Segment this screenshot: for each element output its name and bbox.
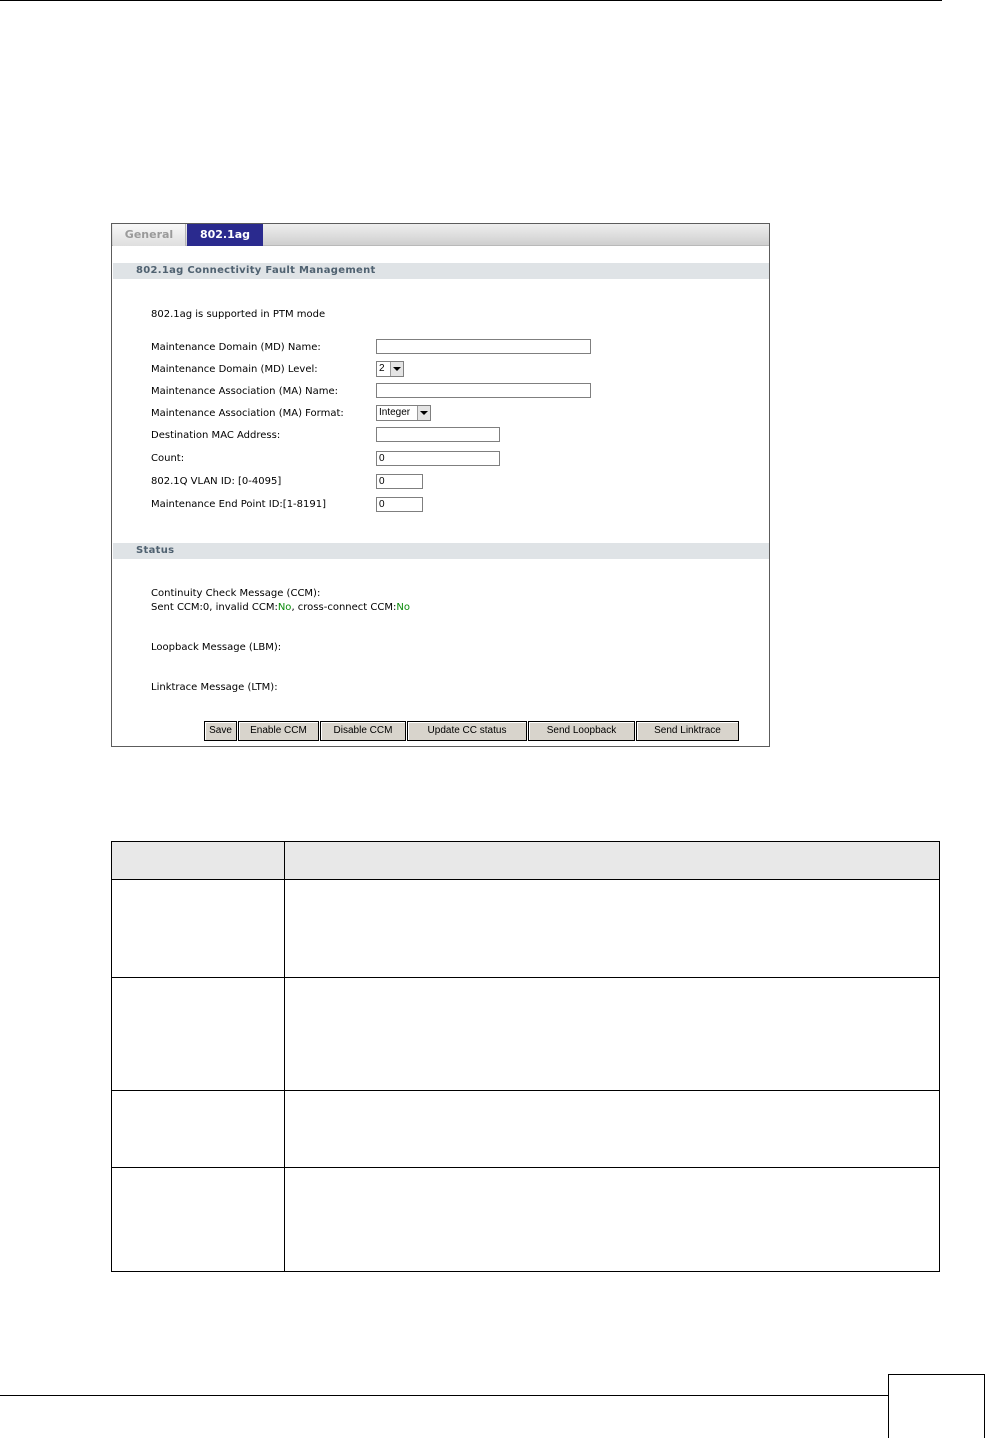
ltm-label: Linktrace Message (LTM): [151,682,278,693]
mep-id-input[interactable]: 0 [376,497,423,512]
field-description-table [111,841,940,1272]
disable-ccm-button[interactable]: Disable CCM [320,721,406,741]
tab-general[interactable]: General [113,224,186,246]
dest-mac-input[interactable] [376,427,500,442]
save-button[interactable]: Save [204,721,237,741]
table-row [112,1091,939,1168]
ccm-invalid-value: No [277,602,292,613]
table-row [112,978,939,1091]
md-level-select[interactable] [376,361,404,377]
count-input[interactable]: 0 [376,451,500,466]
update-cc-status-button[interactable]: Update CC status [407,721,527,741]
vlan-id-input[interactable]: 0 [376,474,423,489]
tab-bar [112,224,769,246]
tab-8021ag[interactable]: 802.1ag [187,224,263,246]
send-linktrace-button[interactable]: Send Linktrace [636,721,739,741]
ma-name-input[interactable] [376,383,591,398]
footer-rule [0,1395,888,1396]
section-cfm-title: 802.1ag Connectivity Fault Management [113,263,769,279]
dest-mac-label: Destination MAC Address: [151,430,281,441]
ccm-cross-value: No [396,602,410,613]
cfm-screen-panel [111,223,770,747]
column-divider [284,842,285,1271]
md-level-value: 2 [379,363,385,374]
ccm-sent-text: Sent CCM:0, invalid CCM: [151,602,278,613]
md-level-label: Maintenance Domain (MD) Level: [151,364,318,375]
lbm-label: Loopback Message (LBM): [151,642,282,653]
ma-name-label: Maintenance Association (MA) Name: [151,386,339,397]
ma-format-value: Integer [379,407,411,418]
ccm-label: Continuity Check Message (CCM): [151,588,321,599]
header-rule [0,0,942,1]
ptm-mode-note: 802.1ag is supported in PTM mode [151,309,326,320]
mep-id-label: Maintenance End Point ID:[1-8191] [151,499,327,510]
table-row [112,880,939,978]
count-label: Count: [151,453,185,464]
table-row [112,1168,939,1271]
send-loopback-button[interactable]: Send Loopback [528,721,635,741]
ma-format-label: Maintenance Association (MA) Format: [151,408,344,419]
table-header-row [112,842,939,880]
vlan-id-label: 802.1Q VLAN ID: [0-4095] [151,476,282,487]
ccm-status-line [151,602,410,613]
ccm-cross-text: , cross-connect CCM: [291,602,397,613]
ma-format-select[interactable] [376,405,431,421]
chevron-down-icon[interactable] [390,362,403,376]
md-name-input[interactable] [376,339,591,354]
chevron-down-icon[interactable] [417,406,430,420]
page-number-box [888,1374,985,1438]
md-name-label: Maintenance Domain (MD) Name: [151,342,321,353]
enable-ccm-button[interactable]: Enable CCM [238,721,319,741]
section-status-title: Status [113,543,769,559]
